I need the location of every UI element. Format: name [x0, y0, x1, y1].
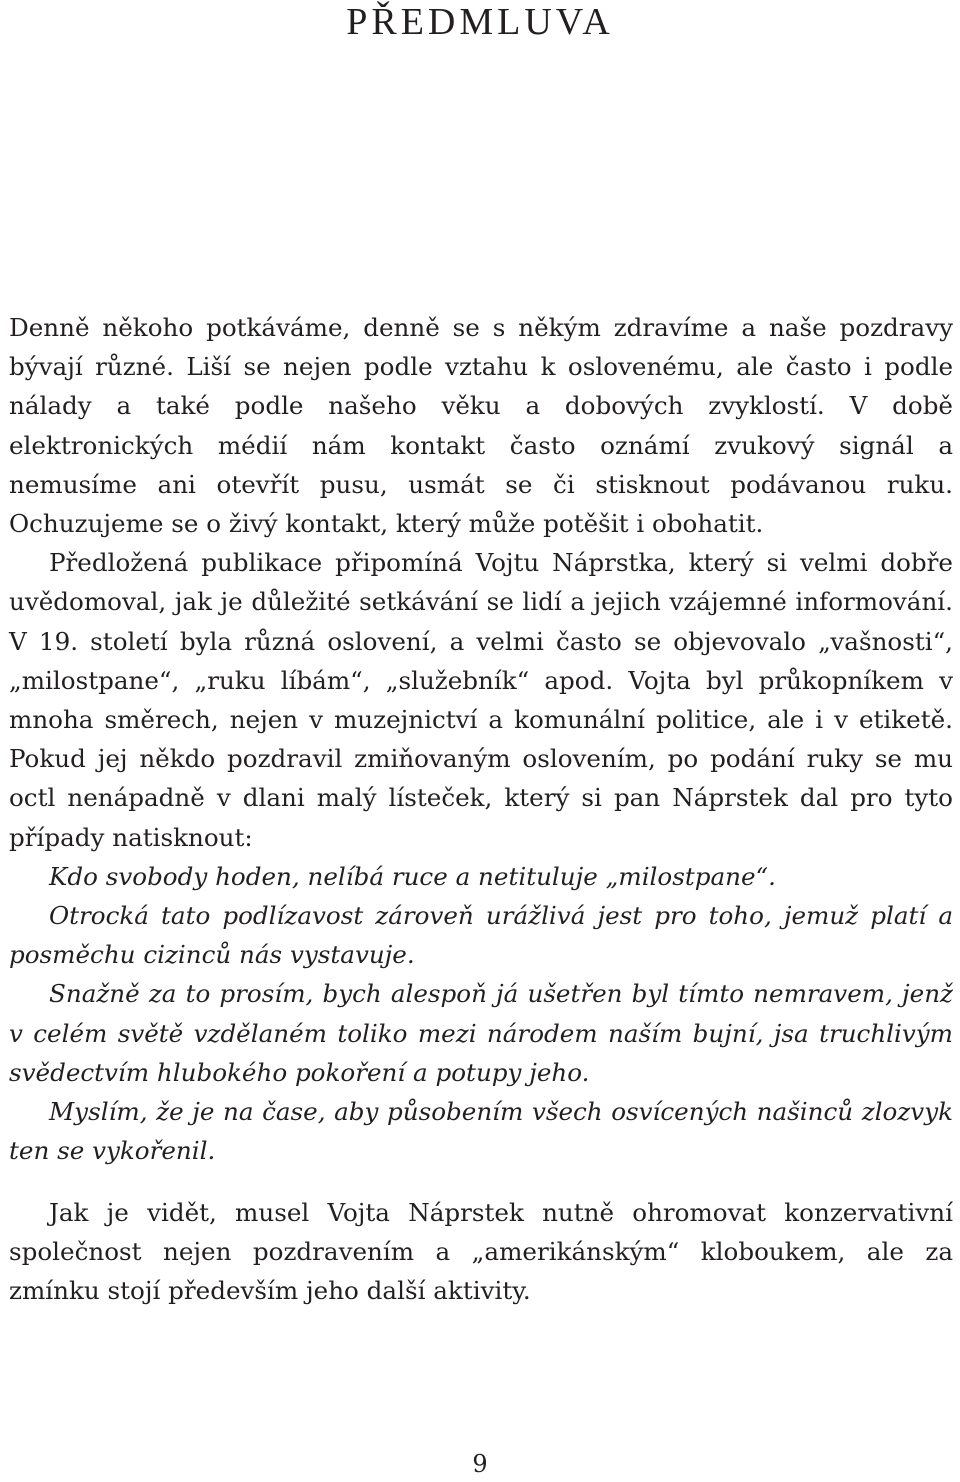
paragraph-closing: Jak je vidět, musel Vojta Náprstek nutně ohromovat konzervativní společnost nejen pozdravením a „amerikánským“ kloboukem, ale za zmínku stojí především jeho další aktivity.: [9, 1198, 953, 1306]
closing-text-block: [9, 1193, 953, 1311]
quote-line-3: Snažně za to prosím, bych alespoň já ušetřen byl tímto nemravem, jenž v celém světě vzdělaném toliko mezi národem naším bujní, jsa truchlivým svědectvím hlubokého pokoření a potupy jeho.: [9, 979, 953, 1087]
quote-line-1: Kdo svobody hoden, nelíbá ruce a netituluje „milostpane“.: [49, 861, 776, 891]
page-number: 9: [472, 1450, 488, 1478]
quote-line-2: Otrocká tato podlízavost zároveň urážlivá jest pro toho, jemuž platí a posměchu cizinců nás vystavuje.: [9, 901, 953, 970]
main-text-block: [9, 308, 953, 1170]
paragraph-naprstek: Předložená publikace připomíná Vojtu Náprstka, který si velmi dobře uvědomoval, jak je důležité setkávání se lidí a jejich vzájemné informování. V 19. století byla různá oslovení, a velmi často se objevovalo „vašnosti“, „milostpane“, „ruku líbám“, „služebník“ apod. Vojta byl průkopníkem v mnoha směrech, nejen v muzejnictví a komunální politice, ale i v etiketě. Pokud jej někdo pozdravil zmiňovaným oslovením, po podání ruky se mu octl nenápadně v dlani malý lísteček, který si pan Náprstek dal pro tyto případy natisknout:: [9, 548, 953, 852]
chapter-title: PŘEDMLUVA: [346, 1, 614, 43]
quote-line-4: Myslím, že je na čase, aby působením všech osvícených našinců zlozvyk ten se vykořenil.: [9, 1097, 953, 1166]
paragraph-intro: Denně někoho potkáváme, denně se s někým zdravíme a naše pozdravy bývají různé. Liší se nejen podle vztahu k oslovenému, ale často i podle nálady a také podle našeho věku a dobových zvyklostí. V době elektronických médií nám kontakt často oznámí zvukový signál a nemusíme ani otevřít pusu, usmát se či stisknout podávanou ruku. Ochuzujeme se o živý kontakt, který může potěšit i obohatit.: [9, 313, 953, 539]
